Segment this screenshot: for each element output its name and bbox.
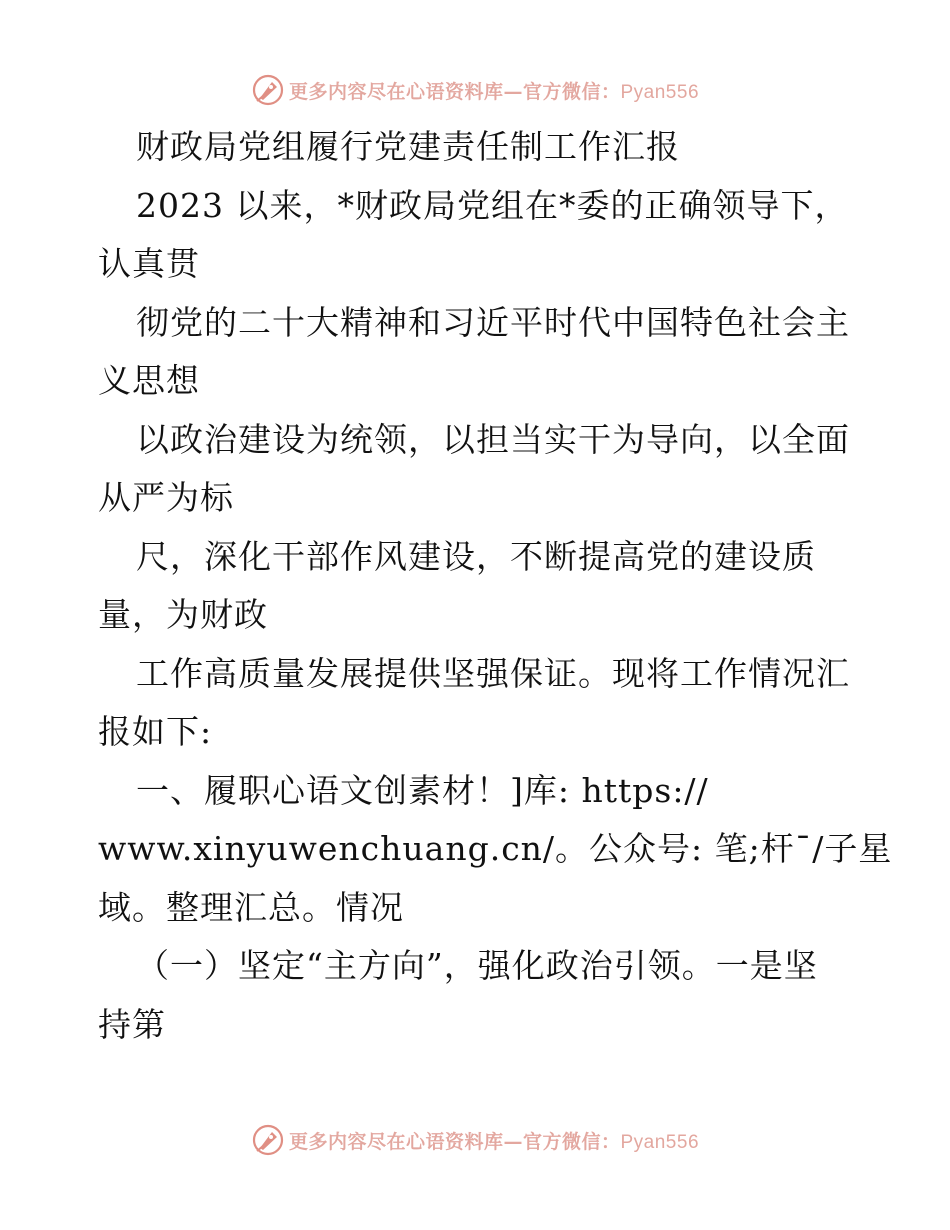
text-line: 持第 (98, 1004, 166, 1044)
watermark-text: 更多内容尽在心语资料库—官方微信：Pyan556 (288, 1130, 700, 1153)
footer-watermark (0, 1118, 950, 1162)
text-line: 域。整理汇总。情况 (98, 887, 404, 927)
text-line: 2023 以来，*财政局党组在*委的正确领导下， (136, 185, 849, 225)
text-line: 工作高质量发展提供坚强保证。现将工作情况汇 (136, 653, 850, 693)
text-line: 认真贯 (98, 244, 200, 283)
wechat-id: Pyan556 (620, 1131, 700, 1153)
header-watermark (0, 68, 950, 112)
text-line: 尺，深化干部作风建设，不断提高党的建设质 (136, 536, 816, 576)
pen-nib-logo-icon (251, 73, 285, 107)
text-line: 以政治建设为统领，以担当实干为导向，以全面 (136, 419, 850, 459)
text-line: 从严为标 (98, 478, 234, 517)
pen-nib-logo-icon (251, 1123, 285, 1157)
text-line: 财政局党组履行党建责任制工作汇报 (136, 127, 680, 166)
text-line: www.xinyuwenchuang.cn/。公众号: 笔;杆¯/子星 (98, 829, 893, 868)
document-body (98, 118, 893, 1054)
text-line: （一）坚定“主方向”，强化政治引领。一是坚 (136, 946, 818, 985)
watermark-text: 更多内容尽在心语资料库—官方微信：Pyan556 (288, 80, 700, 103)
text-line: 彻党的二十大精神和习近平时代中国特色社会主 (136, 302, 850, 342)
text-line: 报如下: (98, 712, 213, 751)
text-line: 一、履职心语文创素材！]库: https:// (136, 770, 709, 810)
text-line: 义思想 (98, 361, 200, 400)
text-line: 量，为财政 (98, 595, 268, 634)
wechat-id: Pyan556 (620, 81, 700, 103)
